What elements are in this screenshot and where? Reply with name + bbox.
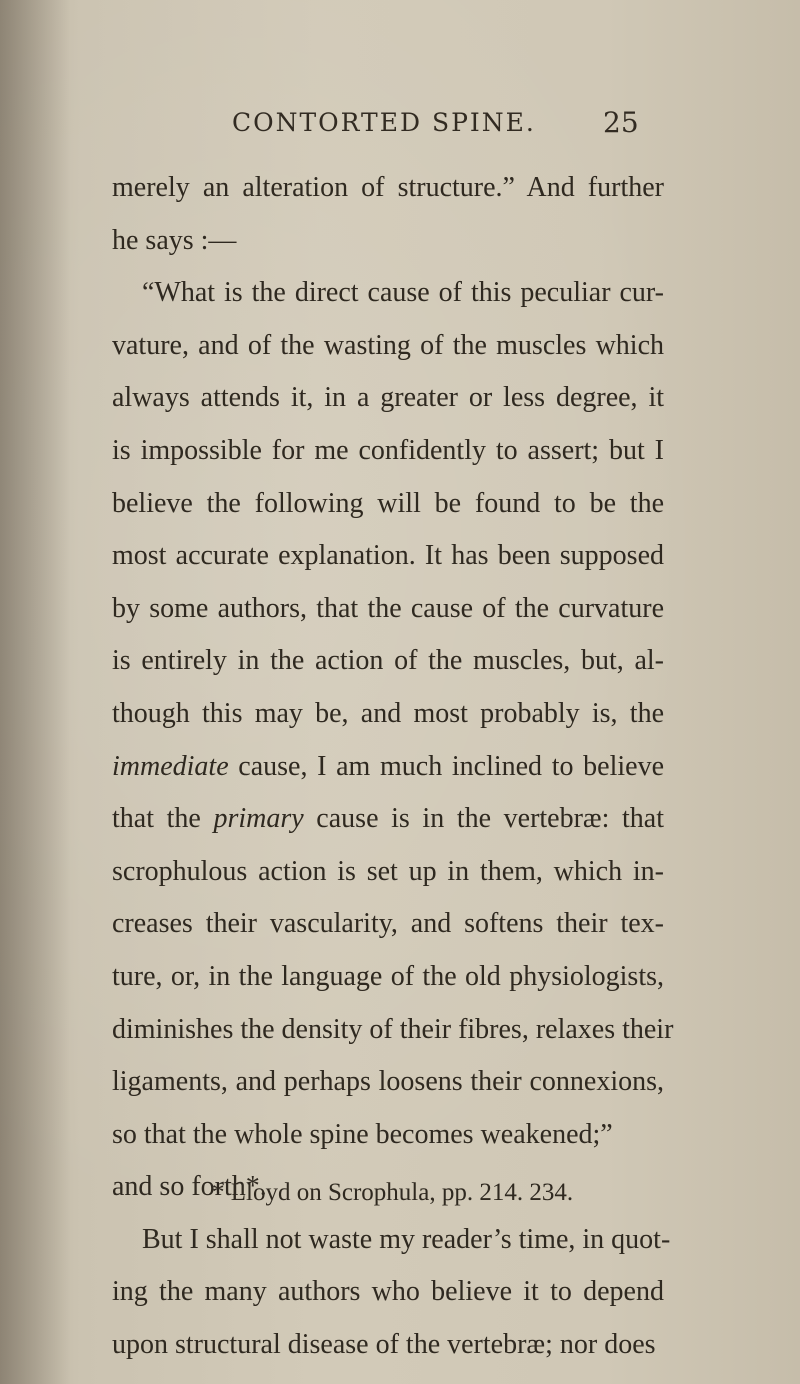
text-segment: so that the whole spine becomes weakened;” — [112, 1118, 613, 1150]
text-segment: that the — [112, 803, 214, 835]
text-segment: ture, or, in the language of the old physiologists, — [112, 960, 664, 992]
text-segment: cause is in the vertebræ: that — [303, 803, 664, 835]
text-segment: creases their vascularity, and softens their tex- — [112, 908, 664, 940]
text-segment: is impossible for me confidently to assert; but I — [112, 434, 664, 466]
running-head: CONTORTED SPINE. — [232, 108, 536, 137]
text-segment: cause, I am much inclined to believe — [228, 750, 664, 782]
text-line — [112, 215, 664, 268]
page-header — [0, 108, 800, 148]
text-line — [112, 1056, 664, 1109]
text-segment: is entirely in the action of the muscles, but, al- — [112, 645, 664, 677]
text-line — [112, 1266, 664, 1319]
text-line — [112, 478, 664, 531]
text-line — [112, 583, 664, 636]
text-segment: upon structural disease of the vertebræ; nor does — [112, 1329, 656, 1361]
text-line — [112, 425, 664, 478]
text-line — [112, 162, 664, 215]
italic-text: primary — [213, 803, 304, 835]
text-segment: “What is the direct cause of this peculiar cur- — [142, 277, 664, 309]
footnote: * Lloyd on Scrophula, pp. 214. 234. — [212, 1179, 574, 1206]
text-segment: by some authors, that the cause of the curvature — [112, 592, 664, 624]
text-line — [112, 898, 664, 951]
text-segment: he says :— — [112, 224, 237, 256]
text-line — [112, 320, 664, 373]
italic-text: immediate — [112, 750, 229, 782]
text-line — [112, 267, 664, 320]
text-segment: diminishes the density of their fibres, relaxes their — [112, 1013, 674, 1045]
text-line — [112, 530, 664, 583]
text-segment: and so forth*. — [112, 1171, 267, 1203]
text-line — [112, 741, 664, 794]
text-line — [112, 793, 664, 846]
text-line — [112, 1109, 664, 1162]
text-segment: But I shall not waste my reader’s time, in quot- — [142, 1223, 671, 1255]
text-segment: ing the many authors who believe it to depend — [112, 1276, 664, 1308]
text-line — [112, 635, 664, 688]
text-line — [112, 1319, 664, 1372]
text-line — [112, 951, 664, 1004]
page-gutter-shadow — [0, 0, 70, 1384]
text-segment: most accurate explanation. It has been supposed — [112, 540, 664, 572]
text-segment: always attends it, in a greater or less degree, it — [112, 382, 664, 414]
text-segment: though this may be, and most probably is, the — [112, 697, 664, 729]
text-line — [112, 372, 664, 425]
text-segment: scrophulous action is set up in them, which in- — [112, 855, 664, 887]
page-number: 25 — [603, 106, 639, 139]
text-segment: vature, and of the wasting of the muscles which — [112, 329, 664, 361]
text-line — [112, 1214, 671, 1267]
text-segment: merely an alteration of structure.” And further — [112, 172, 664, 203]
text-line — [112, 688, 664, 741]
text-line — [112, 1004, 674, 1057]
text-segment: believe the following will be found to be the — [112, 487, 664, 519]
text-segment: ligaments, and perhaps loosens their connexions, — [112, 1066, 664, 1098]
text-line — [112, 846, 664, 899]
